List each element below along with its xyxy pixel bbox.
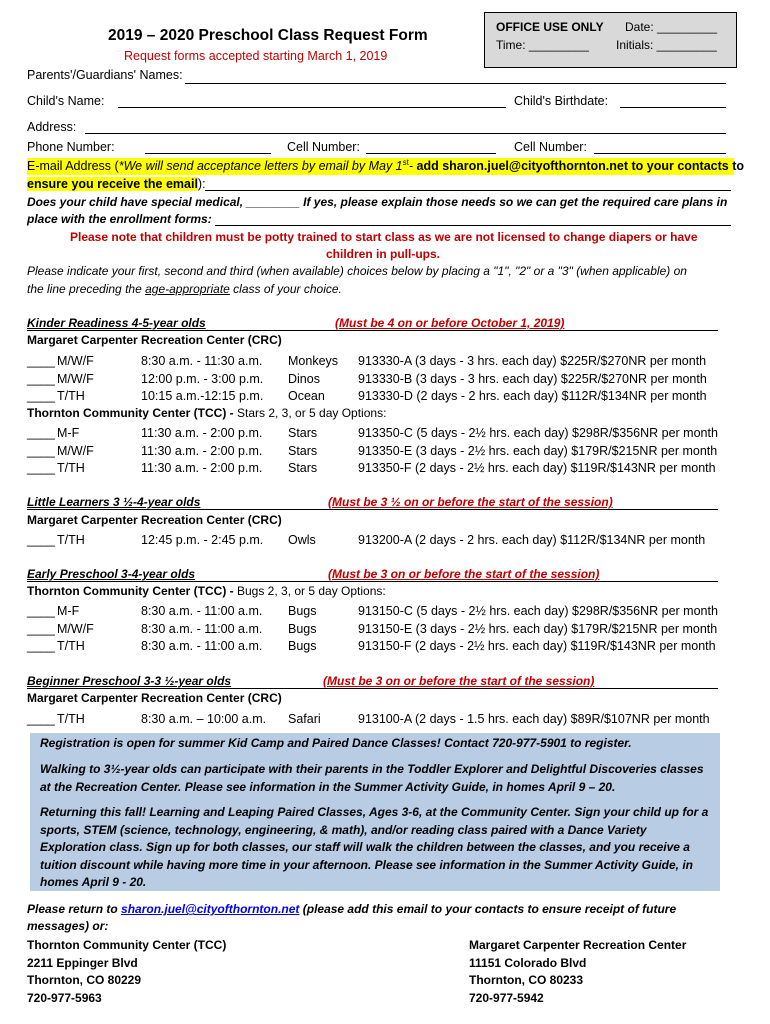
address-input-line[interactable] (85, 133, 726, 134)
class-code-price: 913350-C (5 days - 2½ hrs. each day) $298R/$356NR per month (358, 426, 718, 440)
class-code-price: 913330-D (2 days - 2 hrs. each day) $112R/$134NR per month (358, 389, 707, 403)
info-walking: Walking to 3½-year olds can participate with their parents in the Toddler Explorer and Delightful Discoveries classes at the Recreation Center. Please see information in the Summer Activity Guide, in homes April 9 – 20. (40, 762, 704, 794)
info-returning: Returning this fall! Learning and Leaping Paired Classes, Ages 3-6, at the Community Center. Sign your child up for a sports, STEM (science, technology, engineering, & math), and/or reading class paired with a Dance Variety Exploration class. Sign up for both classes, our staff will walk the children between the classes, and you receive a tuition discount while having more time in your afternoon. Please see information in the Summer Activity Guide, in homes April 9 - 20. (40, 805, 709, 889)
parents-input-line[interactable] (185, 83, 726, 84)
phone-input-line[interactable] (145, 153, 271, 154)
class-time: 8:30 a.m. - 11:00 a.m. (141, 639, 263, 653)
class-days: T/TH (57, 461, 85, 475)
tcc-address: Thornton Community Center (TCC) 2211 Eppinger Blvd Thornton, CO 80229 720-977-5963 (27, 938, 227, 1005)
section-title-underline (27, 688, 718, 689)
class-time: 8:30 a.m. - 11:00 a.m. (141, 621, 263, 636)
cell1-label: Cell Number: (287, 140, 360, 154)
class-name: Ocean (288, 389, 325, 403)
choice-blank[interactable]: ____ (27, 533, 55, 547)
class-time: 10:15 a.m.-12:15 p.m. (141, 389, 264, 403)
class-option-row (0, 604, 770, 620)
parents-label: Parents'/Guardians' Names: (27, 68, 183, 82)
class-option-row (0, 389, 770, 405)
class-option-row (0, 444, 770, 460)
class-code-price: 913330-B (3 days - 3 hrs. each day) $225R/$270NR per month (358, 371, 707, 386)
section-title-underline (27, 509, 718, 510)
class-days: M-F (57, 604, 80, 618)
class-code-price: 913150-E (3 days - 2½ hrs. each day) $179R/$215NR per month (358, 621, 718, 636)
section-title-underline (27, 581, 718, 582)
section-title-underline (27, 330, 718, 331)
location-name: Thornton Community Center (TCC) - (27, 406, 234, 420)
class-option-row (0, 712, 770, 728)
class-code-price: 913100-A (2 days - 1.5 hrs. each day) $89R/$107NR per month (358, 712, 710, 726)
location-options: Bugs 2, 3, or 5 day Options: (233, 584, 386, 598)
section-requirement-kinder: (Must be 4 on or before October 1, 2019) (335, 316, 565, 330)
class-days: M/W/F (57, 443, 94, 458)
class-code-price: 913150-C (5 days - 2½ hrs. each day) $298R/$356NR per month (358, 604, 718, 618)
class-time: 11:30 a.m. - 2:00 p.m. (141, 461, 263, 475)
office-initials-field[interactable]: Initials: _________ (616, 38, 717, 52)
child-birthdate-label: Child's Birthdate: (514, 94, 609, 108)
office-use-heading: OFFICE USE ONLY (496, 20, 604, 34)
section-title-early: Early Preschool 3-4-year olds (27, 567, 196, 581)
phone-label: Phone Number: (27, 140, 115, 154)
choice-blank[interactable]: ____ (27, 461, 55, 475)
section-title-kinder: Kinder Readiness 4-5-year olds (27, 316, 206, 330)
class-name: Stars (288, 461, 318, 475)
location-options: Stars 2, 3, or 5 day Options: (233, 406, 387, 420)
class-name: Bugs (288, 604, 317, 618)
class-time: 8:30 a.m. – 10:00 a.m. (141, 712, 267, 726)
location-heading (27, 406, 386, 420)
class-code-price: 913200-A (2 days - 2 hrs. each day) $112R/$134NR per month (358, 533, 706, 547)
choice-blank[interactable]: ____ (27, 389, 55, 403)
class-option-row (0, 372, 770, 388)
return-email-link[interactable]: sharon.juel@cityofthornton.net (121, 902, 300, 916)
section-requirement-beginner: (Must be 3 on or before the start of the session) (323, 674, 595, 688)
class-option-row (0, 426, 770, 442)
class-name: Dinos (288, 371, 320, 386)
cell1-input-line[interactable] (366, 153, 496, 154)
choice-instructions: Please indicate your first, second and third (when available) choices below by placing a "1", "2" or a "3" (when applicable) on (27, 264, 687, 278)
class-days: M/W/F (57, 621, 94, 636)
choice-blank[interactable]: ____ (27, 639, 55, 653)
class-name: Safari (288, 712, 321, 726)
class-time: 8:30 a.m. - 11:30 a.m. (141, 354, 263, 368)
class-name: Owls (288, 533, 316, 547)
class-option-row (0, 461, 770, 477)
class-code-price: 913350-F (2 days - 2½ hrs. each day) $119R/$143NR per month (358, 461, 716, 475)
email-instruction-line2: ensure you receive the email): (27, 177, 206, 191)
address-label: Address: (27, 120, 77, 134)
office-use-box (484, 12, 737, 68)
class-option-row (0, 354, 770, 370)
choice-blank[interactable]: ____ (27, 604, 55, 618)
location-heading (27, 513, 282, 527)
class-days: M/W/F (57, 354, 94, 368)
special-needs-input-line[interactable] (215, 225, 731, 226)
class-days: T/TH (57, 533, 85, 547)
child-name-input-line[interactable] (118, 107, 506, 108)
choice-blank[interactable]: ____ (27, 443, 55, 458)
class-option-row (0, 639, 770, 655)
section-title-beginner: Beginner Preschool 3-3 ½-year olds (27, 674, 232, 688)
email-input-line[interactable] (205, 190, 731, 191)
class-time: 11:30 a.m. - 2:00 p.m. (141, 426, 263, 440)
class-time: 8:30 a.m. - 11:00 a.m. (141, 604, 263, 618)
class-name: Bugs (288, 621, 317, 636)
choice-blank[interactable]: ____ (27, 621, 55, 636)
location-name: Margaret Carpenter Recreation Center (CRC) (27, 691, 282, 705)
office-time-field[interactable]: Time: _________ (496, 38, 589, 52)
class-option-row (0, 533, 770, 549)
class-code-price: 913150-F (2 days - 2½ hrs. each day) $119R/$143NR per month (358, 639, 716, 653)
return-instructions: Please return to sharon.juel@cityofthornton.net (please add this email to your contacts to ensure receipt of future (27, 902, 677, 916)
class-days: T/TH (57, 389, 85, 403)
class-days: T/TH (57, 712, 85, 726)
choice-blank[interactable]: ____ (27, 354, 55, 368)
location-name: Margaret Carpenter Recreation Center (CRC) (27, 333, 282, 347)
class-code-price: 913350-E (3 days - 2½ hrs. each day) $179R/$215NR per month (358, 443, 718, 458)
choice-instructions-cont: the line preceding the age-appropriate class of your choice. (27, 282, 342, 296)
class-time: 11:30 a.m. - 2:00 p.m. (141, 443, 263, 458)
class-option-row (0, 622, 770, 638)
info-box (30, 733, 720, 891)
section-title-little: Little Learners 3 ½-4-year olds (27, 495, 201, 509)
section-requirement-little: (Must be 3 ½ on or before the start of the session) (328, 495, 613, 509)
class-days: M/W/F (57, 371, 94, 386)
class-time: 12:00 p.m. - 3:00 p.m. (141, 371, 264, 386)
class-code-price: 913330-A (3 days - 3 hrs. each day) $225R/$270NR per month (358, 354, 707, 368)
info-registration: Registration is open for summer Kid Camp and Paired Dance Classes! Contact 720-977-5901 to register. (40, 736, 632, 750)
potty-notice-line2: children in pull-ups. (326, 247, 440, 261)
choice-blank[interactable]: ____ (27, 712, 55, 726)
special-needs-question-cont: place with the enrollment forms: (27, 212, 212, 226)
cell2-label: Cell Number: (514, 140, 587, 154)
location-heading (27, 691, 282, 705)
location-heading (27, 584, 386, 598)
page-title: 2019 – 2020 Preschool Class Request Form (108, 27, 428, 44)
class-name: Monkeys (288, 354, 339, 368)
class-days: T/TH (57, 639, 85, 653)
potty-notice-line1: Please note that children must be potty trained to start class as we are not licensed to change diapers or have (70, 230, 698, 244)
page-subtitle: Request forms accepted starting March 1, 2019 (124, 49, 388, 63)
class-name: Stars (288, 426, 318, 440)
choice-blank[interactable]: ____ (27, 426, 55, 440)
child-birthdate-input-line[interactable] (620, 107, 726, 108)
cell2-input-line[interactable] (594, 153, 726, 154)
location-name: Margaret Carpenter Recreation Center (CRC) (27, 513, 282, 527)
special-needs-question: Does your child have special medical, ________ If yes, please explain those needs so we can get the required care plans in (27, 195, 728, 209)
location-name: Thornton Community Center (TCC) - (27, 584, 234, 598)
location-heading (27, 333, 282, 347)
class-name: Bugs (288, 639, 317, 653)
choice-blank[interactable]: ____ (27, 371, 55, 386)
class-time: 12:45 p.m. - 2:45 p.m. (141, 533, 264, 547)
crc-address: Margaret Carpenter Recreation Center 11151 Colorado Blvd Thornton, CO 80233 720-977-5942 (469, 938, 687, 1005)
return-instructions-cont: messages) or: (27, 919, 109, 933)
child-name-label: Child's Name: (27, 94, 105, 108)
class-name: Stars (288, 443, 318, 458)
office-date-field[interactable]: Date: _________ (625, 20, 718, 34)
email-instruction-line1: E-mail Address (*We will send acceptance letters by email by May 1st- add sharon.juel@cityofthornton.net to your contacts to (27, 158, 744, 174)
section-requirement-early: (Must be 3 on or before the start of the session) (328, 567, 600, 581)
class-days: M-F (57, 426, 80, 440)
